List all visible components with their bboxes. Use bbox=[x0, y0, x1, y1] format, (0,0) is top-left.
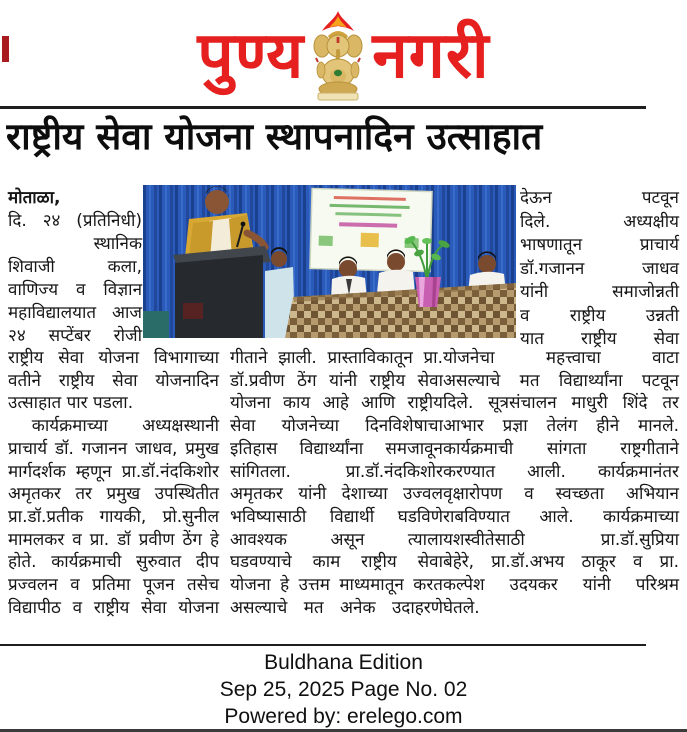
text-line: योजना हे उत्तम माध्यमातून करत bbox=[230, 575, 443, 596]
text-line: बेहेरे, प्रा.डॉ.अभय ठाकूर व प्रा. bbox=[443, 552, 679, 573]
text-line: वतीने राष्ट्रीय सेवा योजनादिन bbox=[8, 370, 219, 391]
text-line: दिले. सूत्रसंचालन माधुरी शिंदे तर bbox=[443, 393, 679, 414]
column-2 bbox=[230, 347, 443, 619]
text-line: भविष्यासाठी विद्यार्थी घडविणे bbox=[230, 506, 443, 527]
text-line: आभार प्रज्ञा तेलंग हीने मानले. bbox=[443, 416, 679, 437]
text-line: शिवाजी कला, bbox=[8, 257, 142, 277]
text-line: राबविण्यात आले. कार्यक्रमाच्या bbox=[443, 506, 679, 527]
text-line: मोताळा, bbox=[8, 188, 61, 208]
text-line: डॉ.गजानन जाधव bbox=[520, 258, 679, 279]
text-line: सांगितला. प्रा.डॉ.नंदकिशोर bbox=[230, 461, 443, 482]
text-line: घडवण्याचे काम राष्ट्रीय सेवा bbox=[230, 552, 443, 573]
text-line: वृक्षारोपण व स्वच्छता अभियान bbox=[443, 484, 679, 505]
text-line: कार्यक्रमाच्या अध्यक्षस्थानी bbox=[31, 416, 219, 437]
text-line: भाषणातून प्राचार्य bbox=[520, 235, 679, 255]
column-1 bbox=[8, 347, 219, 619]
text-line: सेवा योजनेच्या दिनविशेषाचा bbox=[230, 416, 443, 437]
text-line: यशस्वीतेसाठी प्रा.डॉ.सुप्रिया bbox=[443, 529, 679, 550]
masthead bbox=[0, 8, 687, 104]
text-line: योजनेचा महत्त्वाचा वाटा bbox=[443, 348, 679, 368]
text-line: महाविद्यालयात आज bbox=[8, 303, 142, 323]
chair bbox=[143, 311, 169, 338]
text-line: घेतले. bbox=[443, 597, 480, 618]
text-line: देऊन पटवून bbox=[520, 188, 679, 208]
text-line: स्थानिक bbox=[93, 234, 142, 254]
text-line: २४ सप्टेंबर रोजी bbox=[8, 326, 142, 346]
text-line: असल्याचे मत अनेक उदाहरणे bbox=[230, 597, 443, 618]
text-line: उत्साहात पार पडला. bbox=[8, 393, 134, 414]
text-line: मार्गदर्शक म्हणून प्रा.डॉ.नंदकिशोर bbox=[8, 461, 219, 482]
powered-by-label: Powered by: erelego.com bbox=[224, 705, 463, 728]
text-line: मामलकर व प्रा. डॉ प्रवीण ठेंग हे bbox=[8, 529, 219, 550]
text-line: डॉ.प्रवीण ठेंग यांनी राष्ट्रीय सेवा bbox=[230, 370, 443, 391]
text-line: दि. २४ (प्रतिनिधी) bbox=[8, 211, 142, 231]
text-line: अमृतकर तर प्रमुख उपस्थितीत bbox=[8, 484, 219, 505]
masthead-title-left: पुण्य bbox=[197, 18, 305, 93]
text-line: असल्याचे मत विद्यार्थ्यांना पटवून bbox=[443, 370, 679, 391]
column-3 bbox=[443, 347, 679, 619]
column-1-narrow bbox=[8, 187, 142, 348]
masthead-rule bbox=[0, 106, 646, 109]
text-line: दिले. अध्यक्षीय bbox=[520, 211, 679, 232]
text-line: करण्यात आली. कार्यक्रमानंतर bbox=[443, 461, 679, 482]
text-line: आवश्यक असून त्याला bbox=[230, 529, 443, 550]
text-line: राष्ट्रीय सेवा योजना विभागाच्या bbox=[8, 348, 219, 368]
edition-label: Buldhana Edition bbox=[264, 651, 423, 674]
date-page-label: Sep 25, 2025 Page No. 02 bbox=[219, 678, 468, 701]
text-line: प्रज्वलन व प्रतिमा पूजन तसेच bbox=[8, 575, 219, 596]
footer-rule bbox=[0, 644, 646, 646]
text-line: योजना काय आहे आणि राष्ट्रीय bbox=[230, 393, 443, 414]
masthead-title-right: नगरी bbox=[372, 18, 490, 93]
text-line: विद्यापीठ व राष्ट्रीय सेवा योजना bbox=[8, 597, 219, 618]
text-line: व राष्ट्रीय उन्नती bbox=[520, 305, 679, 326]
text-line: प्राचार्य डॉ. गजानन जाधव, प्रमुख bbox=[8, 438, 219, 459]
text-line: गीताने झाली. प्रास्ताविकातून प्रा. bbox=[230, 348, 443, 368]
text-line: कल्पेश उदयकर यांनी परिश्रम bbox=[443, 575, 679, 596]
text-line: अमृतकर यांनी देशाच्या उज्वल bbox=[230, 484, 443, 505]
projection-screen bbox=[310, 188, 432, 271]
column-3-narrow bbox=[520, 187, 679, 352]
text-line: वाणिज्य व विज्ञान bbox=[8, 280, 142, 300]
event-photo bbox=[143, 185, 516, 338]
text-line: यात राष्ट्रीय सेवा bbox=[520, 329, 679, 349]
headline: राष्ट्रीय सेवा योजना स्थापनादिन उत्साहात bbox=[6, 115, 543, 158]
text-line: कार्यक्रमाची सांगता राष्ट्रगीताने bbox=[443, 438, 679, 459]
text-line: इतिहास विद्यार्थ्यांना समजावून bbox=[230, 438, 443, 459]
footer bbox=[0, 649, 687, 730]
text-line: होते. कार्यक्रमाची सुरुवात दीप bbox=[8, 552, 219, 573]
ganesh-logo-icon bbox=[308, 10, 368, 102]
text-line: यांनी समाजोन्नती bbox=[520, 282, 679, 302]
text-line: प्रा.डॉ.प्रतीक गायकी, प्रो.सुनील bbox=[8, 506, 219, 527]
